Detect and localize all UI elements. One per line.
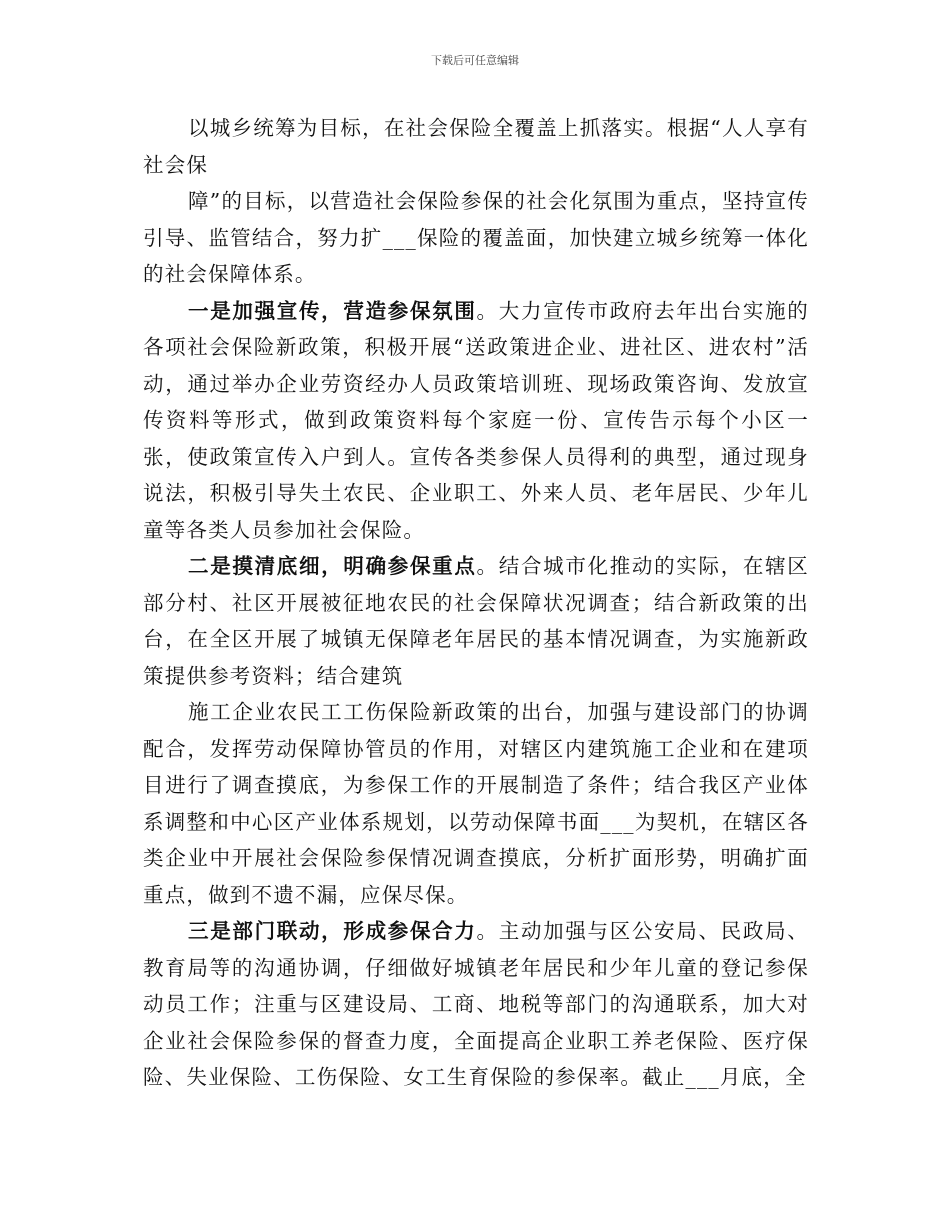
paragraph-text: 障”的目标，以营造社会保险参保的社会化氛围为重点，坚持宣传引导、监管结合，努力扩___保险的覆盖面，加快建立城乡统筹一体化的社会保障体系。 [143,189,809,286]
page-header-note: 下载后可任意编辑 [431,54,519,67]
paragraph-publicity [143,293,809,549]
paragraph-text: 。大力宣传市政府去年出台实施的各项社会保险新政策，积极开展“送政策进企业、进社区、进农村”活动，通过举办企业劳资经办人员政策培训班、现场政策咨询、发放宣传资料等形式，做到政策资料每个家庭一份、宣传告示每个小区一张，使政策宣传入户到人。宣传各类参保人员得利的典型，通过现身说法，积极引导失土农民、企业职工、外来人员、老年居民、少年儿童等各类人员参加社会保险。 [143,298,809,542]
paragraph-text: 。结合城市化推动的实际，在辖区部分村、社区开展被征地农民的社会保障状况调查；结合新政策的出台，在全区开展了城镇无保障老年居民的基本情况调查，为实施新政策提供参考资料；结合建筑 [143,554,809,688]
section-heading: 二是摸清底细，明确参保重点 [188,554,477,578]
paragraph-text: 。主动加强与区公安局、民政局、教育局等的沟通协调，仔细做好城镇老年居民和少年儿童的登记参保动员工作；注重与区建设局、工商、地税等部门的沟通联系，加大对企业社会保险参保的督查力度，全面提高企业职工养老保险、医疗保险、失业保险、工伤保险、女工生育保险的参保率。截止___月底，全 [143,919,809,1089]
paragraph-text: 以城乡统筹为目标，在社会保险全覆盖上抓落实。根据“人人享有社会保 [143,116,809,177]
paragraph-construction [143,694,809,913]
paragraph-survey [143,548,809,694]
paragraph-intro [143,110,809,183]
section-heading: 三是部门联动，形成参保合力 [188,919,477,943]
paragraph-cooperation [143,913,809,1096]
paragraph-goal [143,183,809,293]
paragraph-text: 施工企业农民工工伤保险新政策的出台，加强与建设部门的协调配合，发挥劳动保障协管员的作用，对辖区内建筑施工企业和在建项目进行了调查摸底，为参保工作的开展制造了条件；结合我区产业体系调整和中心区产业体系规划，以劳动保障书面___为契机，在辖区各类企业中开展社会保险参保情况调查摸底，分析扩面形势，明确扩面重点，做到不遗不漏，应保尽保。 [143,700,809,907]
document-body [143,110,809,1096]
section-heading: 一是加强宣传，营造参保氛围 [188,298,477,323]
